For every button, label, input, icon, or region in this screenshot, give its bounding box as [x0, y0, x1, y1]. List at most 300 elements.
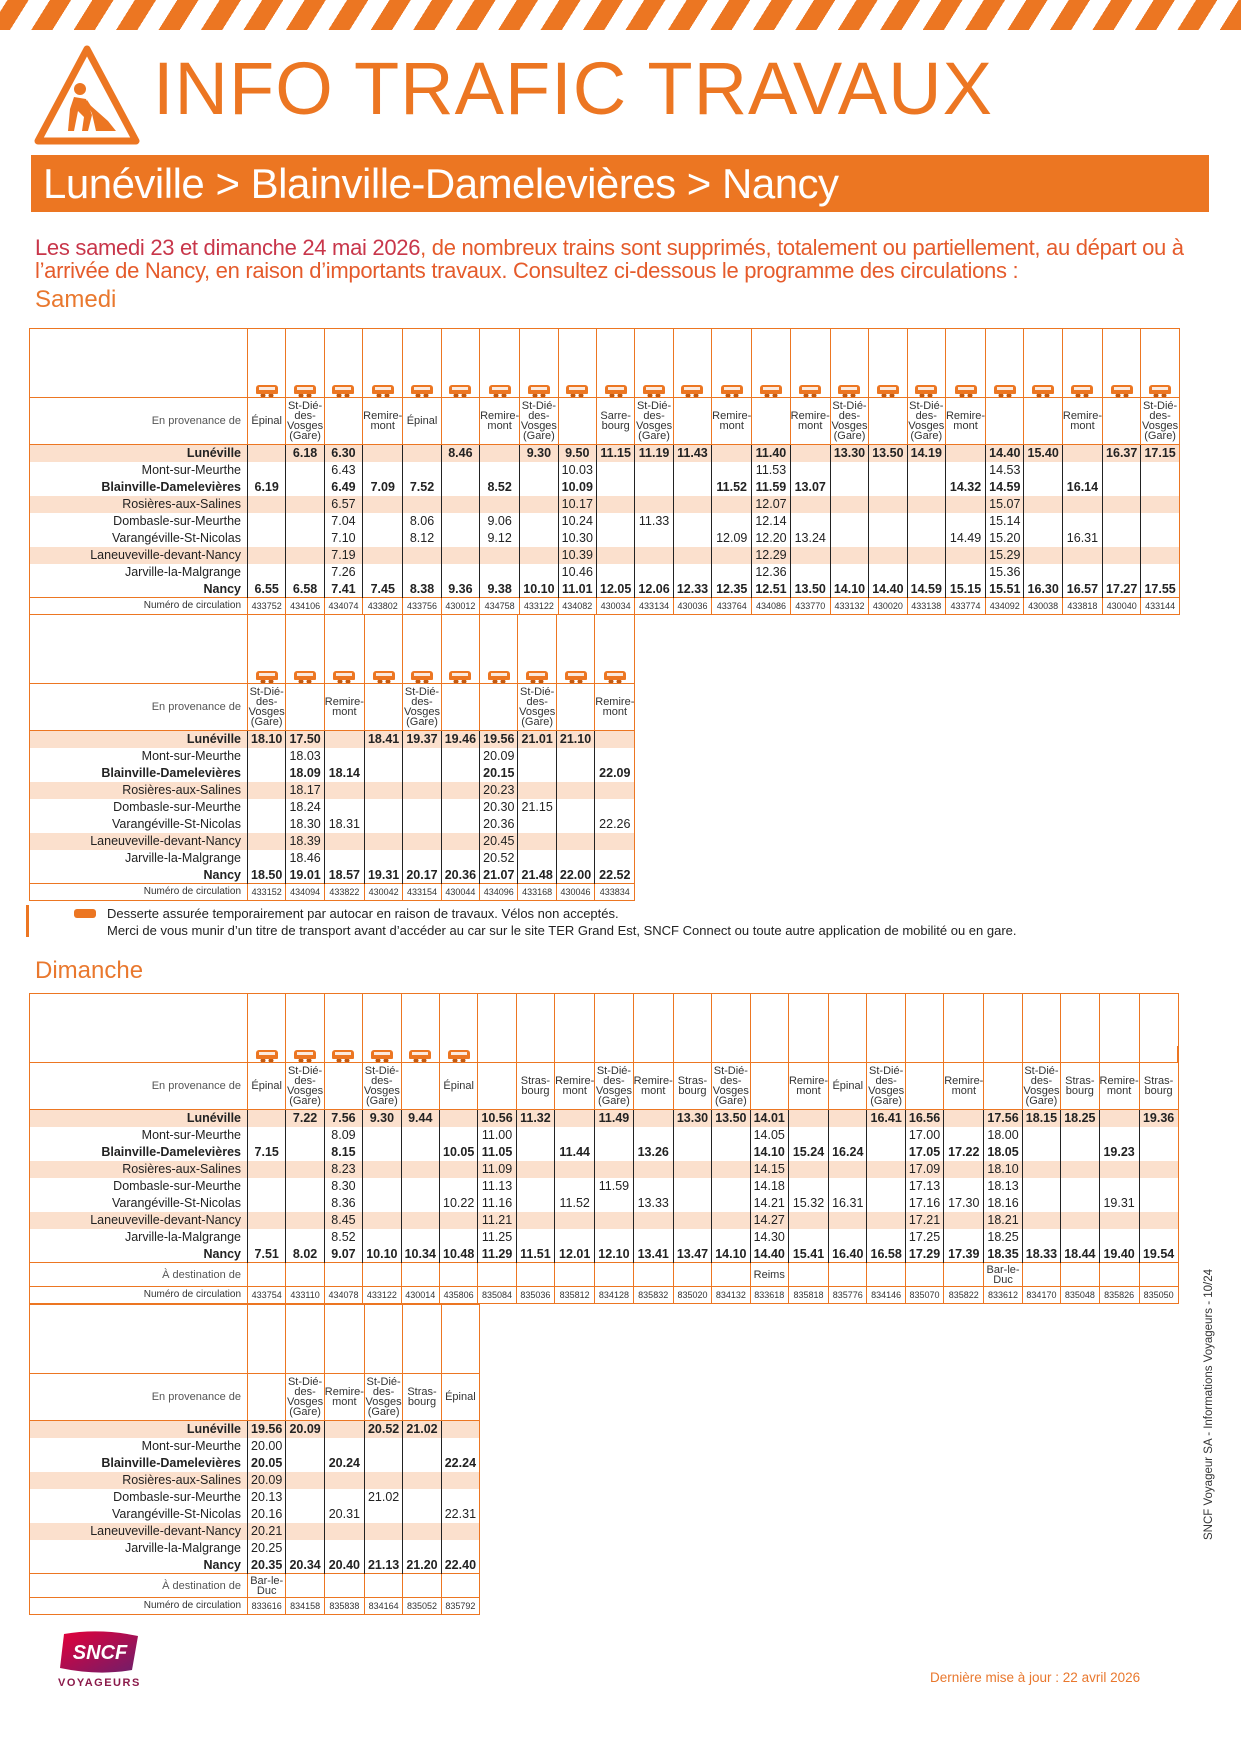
time-cell: 21.02	[364, 1489, 402, 1506]
provenance-cell: Remire-mont	[363, 398, 403, 445]
time-cell	[439, 1110, 477, 1127]
time-cell: 18.10	[248, 731, 286, 748]
time-cell: 6.58	[286, 581, 324, 598]
header-space-cell	[986, 329, 1024, 381]
time-cell: 18.35	[984, 1246, 1022, 1263]
header-space	[30, 329, 1180, 381]
time-cell	[286, 1523, 324, 1540]
time-cell	[286, 1195, 324, 1212]
provenance-cell: St-Dié-des-Vosges (Gare)	[1022, 1063, 1060, 1110]
header-space-cell	[286, 329, 324, 381]
bus-icon	[332, 1050, 354, 1059]
time-cell	[403, 1472, 441, 1489]
time-cell	[1024, 513, 1062, 530]
train-number-cell: 430014	[401, 1287, 439, 1304]
time-cell	[248, 462, 286, 479]
time-cell	[441, 462, 479, 479]
station-name: Dombasle-sur-Meurthe	[113, 1179, 241, 1193]
bus-cell	[635, 381, 673, 398]
time-cell	[1061, 1178, 1099, 1195]
time-cell	[363, 1195, 401, 1212]
train-number-label: Numéro de circulation	[30, 598, 248, 615]
provenance-cell: Remire-mont	[788, 1063, 828, 1110]
time-cell	[869, 496, 907, 513]
train-number-cell: 433152	[248, 884, 286, 901]
time-cell	[403, 462, 441, 479]
time-cell	[403, 816, 441, 833]
train-number-cell: 430046	[556, 884, 594, 901]
time-cell	[363, 445, 403, 462]
route-title: Lunéville > Blainville-Damelevières > Nancy	[31, 155, 1209, 212]
time-cell: 16.37	[1103, 445, 1141, 462]
bus-icon	[74, 909, 96, 918]
time-cell: 9.30	[520, 445, 558, 462]
train-number-cell: 433802	[363, 598, 403, 615]
provenance-cell: Stras-bourg	[1139, 1063, 1177, 1110]
time-cell: 19.56	[248, 1421, 286, 1438]
time-cell	[286, 1438, 324, 1455]
train-number-cell: 433154	[403, 884, 441, 901]
bus-cell	[986, 381, 1024, 398]
destination-cell	[1139, 1263, 1177, 1287]
time-cell	[555, 1127, 595, 1144]
time-cell	[441, 496, 479, 513]
time-cell	[1022, 1178, 1060, 1195]
time-cell: 13.26	[633, 1144, 673, 1161]
time-cell: 12.09	[712, 530, 752, 547]
time-cell	[1022, 1127, 1060, 1144]
time-cell	[635, 479, 673, 496]
time-cell	[830, 496, 868, 513]
header-space-cell	[480, 329, 520, 381]
time-cell: 8.15	[324, 1144, 362, 1161]
provenance-label: En provenance de	[30, 1374, 248, 1421]
provenance-cell: St-Dié-des-Vosges (Gare)	[712, 1063, 750, 1110]
time-cell	[363, 1161, 401, 1178]
time-cell	[401, 1144, 439, 1161]
train-number-row	[30, 598, 1180, 615]
time-cell	[869, 479, 907, 496]
bus-icon	[1071, 385, 1093, 394]
time-cell: 7.15	[248, 1144, 286, 1161]
time-cell	[248, 1195, 286, 1212]
bus-icon	[799, 385, 821, 394]
time-cell	[596, 530, 634, 547]
sncf-logo	[58, 1630, 143, 1674]
time-cell	[248, 765, 286, 782]
bus-icon	[643, 385, 665, 394]
header-space-cell	[1061, 994, 1099, 1046]
time-cell	[286, 1489, 324, 1506]
provenance-cell	[558, 398, 596, 445]
time-cell: 20.52	[364, 1421, 402, 1438]
provenance-cell: Remire-mont	[790, 398, 830, 445]
time-cell: 7.45	[363, 581, 403, 598]
destination-cell	[441, 1574, 479, 1598]
bus-cell	[984, 1046, 1022, 1063]
train-number-cell: 430034	[596, 598, 634, 615]
time-cell	[635, 547, 673, 564]
time-cell: 16.14	[1062, 479, 1102, 496]
time-cell: 10.10	[520, 581, 558, 598]
time-cell	[324, 1438, 364, 1455]
time-cell	[403, 1523, 441, 1540]
train-number-cell: 433756	[403, 598, 441, 615]
time-cell: 10.39	[558, 547, 596, 564]
time-cell	[556, 765, 594, 782]
bus-cell	[364, 1357, 402, 1374]
provenance-cell	[869, 398, 907, 445]
time-cell: 20.09	[480, 748, 518, 765]
destination-cell	[633, 1263, 673, 1287]
header-space-cell	[945, 329, 985, 381]
time-cell	[439, 1127, 477, 1144]
station-row	[30, 1144, 1179, 1161]
header-space-cell	[869, 329, 907, 381]
time-cell	[788, 1110, 828, 1127]
time-cell	[788, 1127, 828, 1144]
bus-icon	[371, 1050, 393, 1059]
bus-cell	[324, 667, 364, 684]
time-cell: 13.50	[869, 445, 907, 462]
bus-cell	[286, 1046, 324, 1063]
time-cell	[520, 479, 558, 496]
time-cell	[595, 731, 635, 748]
station-name: Lunéville	[30, 731, 248, 748]
train-number-cell: 433144	[1141, 598, 1179, 615]
time-cell	[286, 479, 324, 496]
train-number-cell: 833618	[750, 1287, 788, 1304]
time-cell	[518, 765, 556, 782]
time-cell	[324, 850, 364, 867]
time-cell: 14.18	[750, 1178, 788, 1195]
time-cell	[439, 1212, 477, 1229]
destination-cell	[401, 1263, 439, 1287]
destination-cell	[248, 1263, 286, 1287]
time-cell	[556, 782, 594, 799]
time-cell	[673, 1195, 711, 1212]
time-cell: 11.25	[478, 1229, 516, 1246]
time-cell	[712, 1195, 750, 1212]
time-cell	[1103, 513, 1141, 530]
time-cell: 10.17	[558, 496, 596, 513]
provenance-cell: Épinal	[439, 1063, 477, 1110]
time-cell: 10.09	[558, 479, 596, 496]
train-number-cell: 833616	[248, 1598, 286, 1615]
bus-cell	[518, 667, 556, 684]
time-cell: 7.41	[324, 581, 362, 598]
time-cell: 16.56	[905, 1110, 943, 1127]
destination-cell	[867, 1263, 905, 1287]
time-cell: 14.10	[830, 581, 868, 598]
time-cell	[1024, 496, 1062, 513]
time-cell	[364, 782, 402, 799]
time-cell: 11.44	[555, 1144, 595, 1161]
time-cell: 20.17	[403, 867, 441, 884]
time-cell: 18.39	[286, 833, 324, 850]
time-cell	[673, 1161, 711, 1178]
time-cell	[403, 1540, 441, 1557]
time-cell: 15.41	[788, 1246, 828, 1263]
station-row	[30, 1506, 480, 1523]
time-cell	[403, 547, 441, 564]
time-cell	[364, 816, 402, 833]
header-space-cell	[441, 615, 479, 667]
train-number-cell: 434082	[558, 598, 596, 615]
time-cell: 21.02	[403, 1421, 441, 1438]
sunday-heading: Dimanche	[35, 957, 144, 984]
destination-cell	[595, 1263, 633, 1287]
time-cell: 18.17	[286, 782, 324, 799]
time-cell	[712, 1144, 750, 1161]
time-cell	[790, 513, 830, 530]
time-cell: 21.13	[364, 1557, 402, 1574]
station-name: Varangéville-St-Nicolas	[112, 1196, 241, 1210]
train-number-cell: 434106	[286, 598, 324, 615]
time-cell: 7.56	[324, 1110, 362, 1127]
provenance-cell: Stras-bourg	[403, 1374, 441, 1421]
train-number-cell: 835036	[516, 1287, 554, 1304]
bus-cell	[403, 1357, 441, 1374]
time-cell: 18.25	[1061, 1110, 1099, 1127]
time-cell	[248, 1212, 286, 1229]
legend-line-2: Merci de vous munir d’un titre de transport avant d’accéder au car sur le site TER Grand Est, SNCF Connect ou toute autre application de mobilité ou en gare.	[107, 923, 1017, 938]
time-cell	[324, 1489, 364, 1506]
train-number-cell: 433818	[1062, 598, 1102, 615]
bus-cell	[712, 381, 752, 398]
train-number-cell: 834146	[867, 1287, 905, 1304]
header-space-label	[30, 994, 248, 1046]
station-name: Rosières-aux-Salines	[122, 497, 241, 511]
time-cell	[518, 816, 556, 833]
provenance-cell	[364, 684, 402, 731]
bus-icon	[604, 671, 626, 680]
time-cell	[441, 1489, 479, 1506]
time-cell	[520, 462, 558, 479]
time-cell	[520, 547, 558, 564]
station-name: Mont-sur-Meurthe	[141, 1439, 241, 1453]
time-cell	[286, 1212, 324, 1229]
provenance-cell	[401, 1063, 439, 1110]
time-cell: 18.41	[364, 731, 402, 748]
time-cell	[363, 1127, 401, 1144]
time-cell: 9.12	[480, 530, 520, 547]
time-cell: 10.30	[558, 530, 596, 547]
time-cell: 6.49	[324, 479, 362, 496]
provenance-cell: Stras-bourg	[516, 1063, 554, 1110]
time-cell	[286, 547, 324, 564]
time-cell	[867, 1127, 905, 1144]
time-cell: 15.40	[1024, 445, 1062, 462]
station-row	[30, 462, 1180, 479]
time-cell: 17.21	[905, 1212, 943, 1229]
station-name: Dombasle-sur-Meurthe	[113, 514, 241, 528]
time-cell	[1024, 462, 1062, 479]
provenance-cell: Remire-mont	[945, 398, 985, 445]
time-cell	[286, 1506, 324, 1523]
header-space-label	[30, 615, 248, 667]
time-cell	[401, 1195, 439, 1212]
time-cell	[556, 850, 594, 867]
time-cell	[673, 1178, 711, 1195]
provenance-cell: Sarre-bourg	[596, 398, 634, 445]
time-cell: 19.01	[286, 867, 324, 884]
time-cell	[1061, 1212, 1099, 1229]
time-cell: 12.14	[752, 513, 790, 530]
station-row	[30, 1540, 480, 1557]
header-space-label	[30, 1305, 248, 1357]
time-cell: 14.01	[750, 1110, 788, 1127]
destination-cell	[439, 1263, 477, 1287]
provenance-label: En provenance de	[30, 1063, 248, 1110]
time-cell: 19.54	[1139, 1246, 1177, 1263]
station-name: Rosières-aux-Salines	[122, 1473, 241, 1487]
header-space-cell	[403, 615, 441, 667]
bus-cell	[363, 381, 403, 398]
station-row	[30, 513, 1180, 530]
time-cell	[363, 547, 403, 564]
time-cell	[945, 462, 985, 479]
time-cell	[555, 1212, 595, 1229]
provenance-cell: St-Dié-des-Vosges (Gare)	[1141, 398, 1179, 445]
time-cell	[635, 564, 673, 581]
header-space-cell	[907, 329, 945, 381]
bus-cell	[248, 667, 286, 684]
train-number-cell: 835084	[478, 1287, 516, 1304]
time-cell: 19.36	[1139, 1110, 1177, 1127]
station-name: Varangéville-St-Nicolas	[112, 817, 241, 831]
time-cell: 10.48	[439, 1246, 477, 1263]
time-cell: 9.36	[441, 581, 479, 598]
time-cell: 20.36	[480, 816, 518, 833]
train-number-cell: 835812	[555, 1287, 595, 1304]
time-cell: 14.21	[750, 1195, 788, 1212]
provenance-cell: Épinal	[248, 398, 286, 445]
time-cell: 7.10	[324, 530, 362, 547]
time-cell	[1022, 1161, 1060, 1178]
bus-icon	[565, 671, 587, 680]
time-cell	[480, 462, 520, 479]
time-cell	[712, 1178, 750, 1195]
time-cell	[248, 445, 286, 462]
train-number-row	[30, 1598, 480, 1615]
time-cell: 22.31	[441, 1506, 479, 1523]
station-row	[30, 765, 635, 782]
time-cell	[633, 1127, 673, 1144]
time-cell	[945, 547, 985, 564]
time-cell: 8.38	[403, 581, 441, 598]
sunday-timetable-1	[29, 993, 1179, 1304]
destination-cell	[364, 1574, 402, 1598]
train-number-cell: 835792	[441, 1598, 479, 1615]
bus-cell	[752, 381, 790, 398]
station-row	[30, 1161, 1179, 1178]
time-cell	[595, 1144, 633, 1161]
train-number-cell: 433752	[248, 598, 286, 615]
time-cell: 10.46	[558, 564, 596, 581]
header-space-cell	[441, 329, 479, 381]
time-cell	[945, 445, 985, 462]
provenance-cell	[984, 1063, 1022, 1110]
time-cell	[364, 1472, 402, 1489]
time-cell	[364, 833, 402, 850]
time-cell: 8.30	[324, 1178, 362, 1195]
header-space-cell	[633, 994, 673, 1046]
header-space-cell	[401, 994, 439, 1046]
time-cell	[869, 462, 907, 479]
time-cell: 7.22	[286, 1110, 324, 1127]
bus-icon-row	[30, 381, 1180, 398]
train-number-cell: 430044	[441, 884, 479, 901]
bus-icon-label	[30, 1046, 248, 1063]
time-cell: 14.49	[945, 530, 985, 547]
time-cell	[556, 799, 594, 816]
time-cell	[944, 1229, 984, 1246]
time-cell: 18.05	[984, 1144, 1022, 1161]
time-cell	[596, 513, 634, 530]
header-space-cell	[324, 329, 362, 381]
time-cell	[712, 462, 752, 479]
time-cell: 12.33	[673, 581, 711, 598]
provenance-cell	[556, 684, 594, 731]
provenance-row	[30, 1063, 1179, 1110]
bus-cell	[829, 1046, 867, 1063]
time-cell: 20.21	[248, 1523, 286, 1540]
station-row	[30, 1110, 1179, 1127]
time-cell	[439, 1229, 477, 1246]
train-number-row	[30, 884, 635, 901]
provenance-cell: Remire-mont	[1062, 398, 1102, 445]
provenance-cell	[441, 398, 479, 445]
train-number-cell: 833612	[984, 1287, 1022, 1304]
time-cell: 16.30	[1024, 581, 1062, 598]
saturday-heading: Samedi	[35, 286, 117, 313]
time-cell	[518, 833, 556, 850]
station-row	[30, 782, 635, 799]
time-cell	[1103, 564, 1141, 581]
legend-text	[107, 905, 1017, 939]
time-cell: 20.25	[248, 1540, 286, 1557]
provenance-cell: Épinal	[403, 398, 441, 445]
time-cell: 12.35	[712, 581, 752, 598]
time-cell	[363, 496, 403, 513]
time-cell: 18.30	[286, 816, 324, 833]
provenance-cell: St-Dié-des-Vosges (Gare)	[364, 1374, 402, 1421]
time-cell	[907, 564, 945, 581]
header-space-cell	[712, 994, 750, 1046]
time-cell	[518, 782, 556, 799]
station-row	[30, 496, 1180, 513]
train-number-cell: 835832	[633, 1287, 673, 1304]
provenance-row	[30, 1374, 480, 1421]
time-cell	[286, 1161, 324, 1178]
bus-icon-row	[30, 667, 635, 684]
bus-icon	[489, 385, 511, 394]
header-space-cell	[984, 994, 1022, 1046]
time-cell	[596, 496, 634, 513]
time-cell: 12.51	[752, 581, 790, 598]
time-cell	[248, 748, 286, 765]
time-cell	[518, 748, 556, 765]
provenance-cell: St-Dié-des-Vosges (Gare)	[867, 1063, 905, 1110]
time-cell	[1062, 564, 1102, 581]
time-cell	[673, 564, 711, 581]
header-space-cell	[248, 329, 286, 381]
time-cell: 14.59	[907, 581, 945, 598]
time-cell	[403, 850, 441, 867]
time-cell: 18.44	[1061, 1246, 1099, 1263]
time-cell	[1022, 1212, 1060, 1229]
